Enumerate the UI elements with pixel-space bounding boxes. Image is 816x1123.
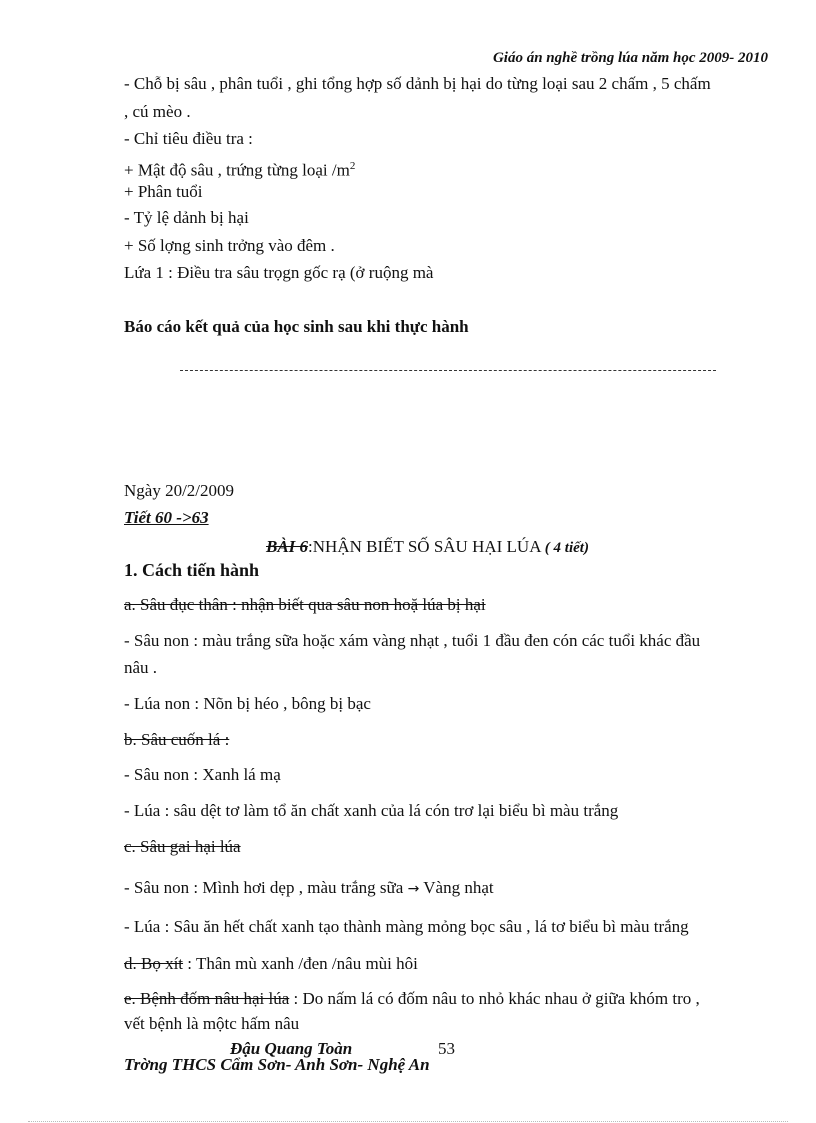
lesson-title-text: :NHẬN BIẾT SỐ SÂU HẠI LÚA	[308, 537, 541, 556]
dashed-divider	[180, 370, 716, 371]
text-line: - Lúa non : Nõn bị héo , bông bị bạc	[124, 694, 371, 713]
lesson-title	[266, 537, 589, 558]
text-line: - Sâu non : Xanh lá mạ	[124, 765, 281, 784]
page-number: 53	[438, 1039, 455, 1058]
text-span: : Do nấm lá có đốm nâu to nhỏ khác nhau ở giữa khóm tro ,	[293, 989, 700, 1008]
right-arrow-icon: →	[407, 881, 420, 897]
footer-school: Trờng THCS Cẩm Sơn- Anh Sơn- Nghệ An	[124, 1055, 430, 1074]
text-line	[124, 156, 355, 181]
text-span: + Mật độ sâu , trứng từng loại /m	[124, 160, 350, 180]
text-line	[124, 878, 494, 899]
report-heading: Báo cáo kết quả của học sinh sau khi thực hành	[124, 317, 469, 336]
text-span: - Sâu non : Mình hơi dẹp , màu trắng sữa	[124, 878, 404, 897]
text-span: Vàng nhạt	[423, 878, 494, 897]
superscript: 2	[349, 160, 356, 172]
text-line: - Tỷ lệ dảnh bị hại	[124, 208, 249, 227]
subsection-heading: b. Sâu cuốn lá :	[124, 730, 230, 749]
subsection-heading: d. Bọ xít	[124, 954, 184, 973]
date-line: Ngày 20/2/2009	[124, 481, 235, 500]
text-line: + Số lợng sinh trởng vào đêm .	[124, 236, 335, 255]
subsection-heading: a. Sâu đục thân : nhận biết qua sâu non hoặ lúa bị hại	[124, 595, 486, 614]
text-line: vết bệnh là mộtc hấm nâu	[124, 1014, 300, 1033]
subsection-heading: c. Sâu gai hại lúa	[124, 837, 241, 856]
section-heading: 1. Cách tiến hành	[124, 560, 260, 580]
lesson-label: BÀI 6	[266, 537, 309, 556]
text-line: Lứa 1 : Điều tra sâu trọgn gốc rạ (ở ruộng mà	[124, 263, 434, 282]
text-line	[124, 954, 418, 974]
text-line: - Chỉ tiêu điều tra :	[124, 129, 253, 148]
text-line	[124, 989, 700, 1009]
text-line: - Lúa : Sâu ăn hết chất xanh tạo thành màng mỏng bọc sâu , lá tơ biểu bì màu trắng	[124, 917, 689, 936]
period-line: Tiết 60 ->63	[124, 508, 209, 527]
text-line: , cú mèo .	[124, 102, 191, 121]
text-line: - Sâu non : màu trắng sữa hoặc xám vàng nhạt , tuổi 1 đầu đen cón các tuổi khác đầu	[124, 631, 701, 650]
text-line: - Lúa : sâu dệt tơ làm tổ ăn chất xanh của lá cón trơ lại biểu bì màu trắng	[124, 801, 619, 820]
footer-author: Đậu Quang Toàn	[230, 1039, 353, 1058]
lesson-periods: ( 4 tiết)	[544, 540, 589, 556]
page-border	[28, 1121, 788, 1122]
text-line: nâu .	[124, 658, 158, 677]
subsection-heading: e. Bệnh đốm nâu hại lúa	[124, 989, 290, 1008]
page-header: Giáo án nghề trồng lúa năm học 2009- 2010	[492, 50, 768, 66]
text-line: - Chỗ bị sâu , phân tuổi , ghi tổng hợp số dảnh bị hại do từng loại sau 2 chấm , 5 chấm	[124, 74, 711, 93]
text-span: : Thân mù xanh /đen /nâu mùi hôi	[187, 954, 418, 973]
text-line: + Phân tuổi	[124, 182, 203, 201]
